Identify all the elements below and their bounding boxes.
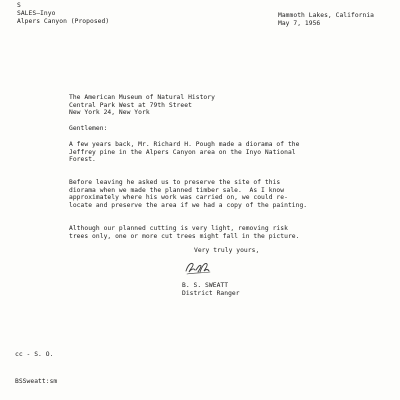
salutation: Gentlemen: xyxy=(69,125,108,132)
letter-date: May 7, 1956 xyxy=(278,20,321,27)
closing: Very truly yours, xyxy=(194,247,260,254)
handwritten-signature xyxy=(183,257,217,277)
paragraph xyxy=(69,141,299,164)
subject-line: SALES—Inyo xyxy=(17,10,56,17)
recipient-line: The American Museum of Natural History xyxy=(69,94,215,101)
paragraph-line: A few years back, Mr. Richard H. Pough made a diorama of the xyxy=(69,141,300,148)
reference-initials: BSSweatt:sm xyxy=(15,378,58,385)
signer-title: District Ranger xyxy=(182,290,240,297)
paragraph-line: Jeffrey pine in the Alpers Canyon area on the Inyo National xyxy=(69,148,296,156)
file-code: S xyxy=(17,2,21,9)
recipient-address xyxy=(69,94,215,117)
paragraph-line: Forest. xyxy=(69,156,96,164)
place: Mammoth Lakes, California xyxy=(278,12,375,19)
paragraph-line: approximately where his work was carried on, we could re- xyxy=(69,194,288,202)
recipient-line: New York 24, New York xyxy=(69,109,150,117)
recipient-line: Central Park West at 79th Street xyxy=(69,101,192,109)
paragraph-line: Although our planned cutting is very light, removing risk xyxy=(69,225,288,232)
paragraph-line: diorama when we made the planned timber sale. As I know xyxy=(69,186,285,194)
paragraph-line: trees only, one or more cut trees might fall in the picture. xyxy=(69,232,300,240)
subject-detail: Alpers Canyon (Proposed) xyxy=(17,18,110,25)
paragraph xyxy=(69,225,299,240)
paragraph-line: locate and preserve the area if we had a copy of the painting. xyxy=(69,201,308,209)
cc-line: cc - S. O. xyxy=(15,351,54,358)
paragraph-line: Before leaving he asked us to preserve the site of this xyxy=(69,179,281,186)
paragraph xyxy=(69,179,307,209)
signer-name: B. S. SWEATT xyxy=(182,282,229,289)
